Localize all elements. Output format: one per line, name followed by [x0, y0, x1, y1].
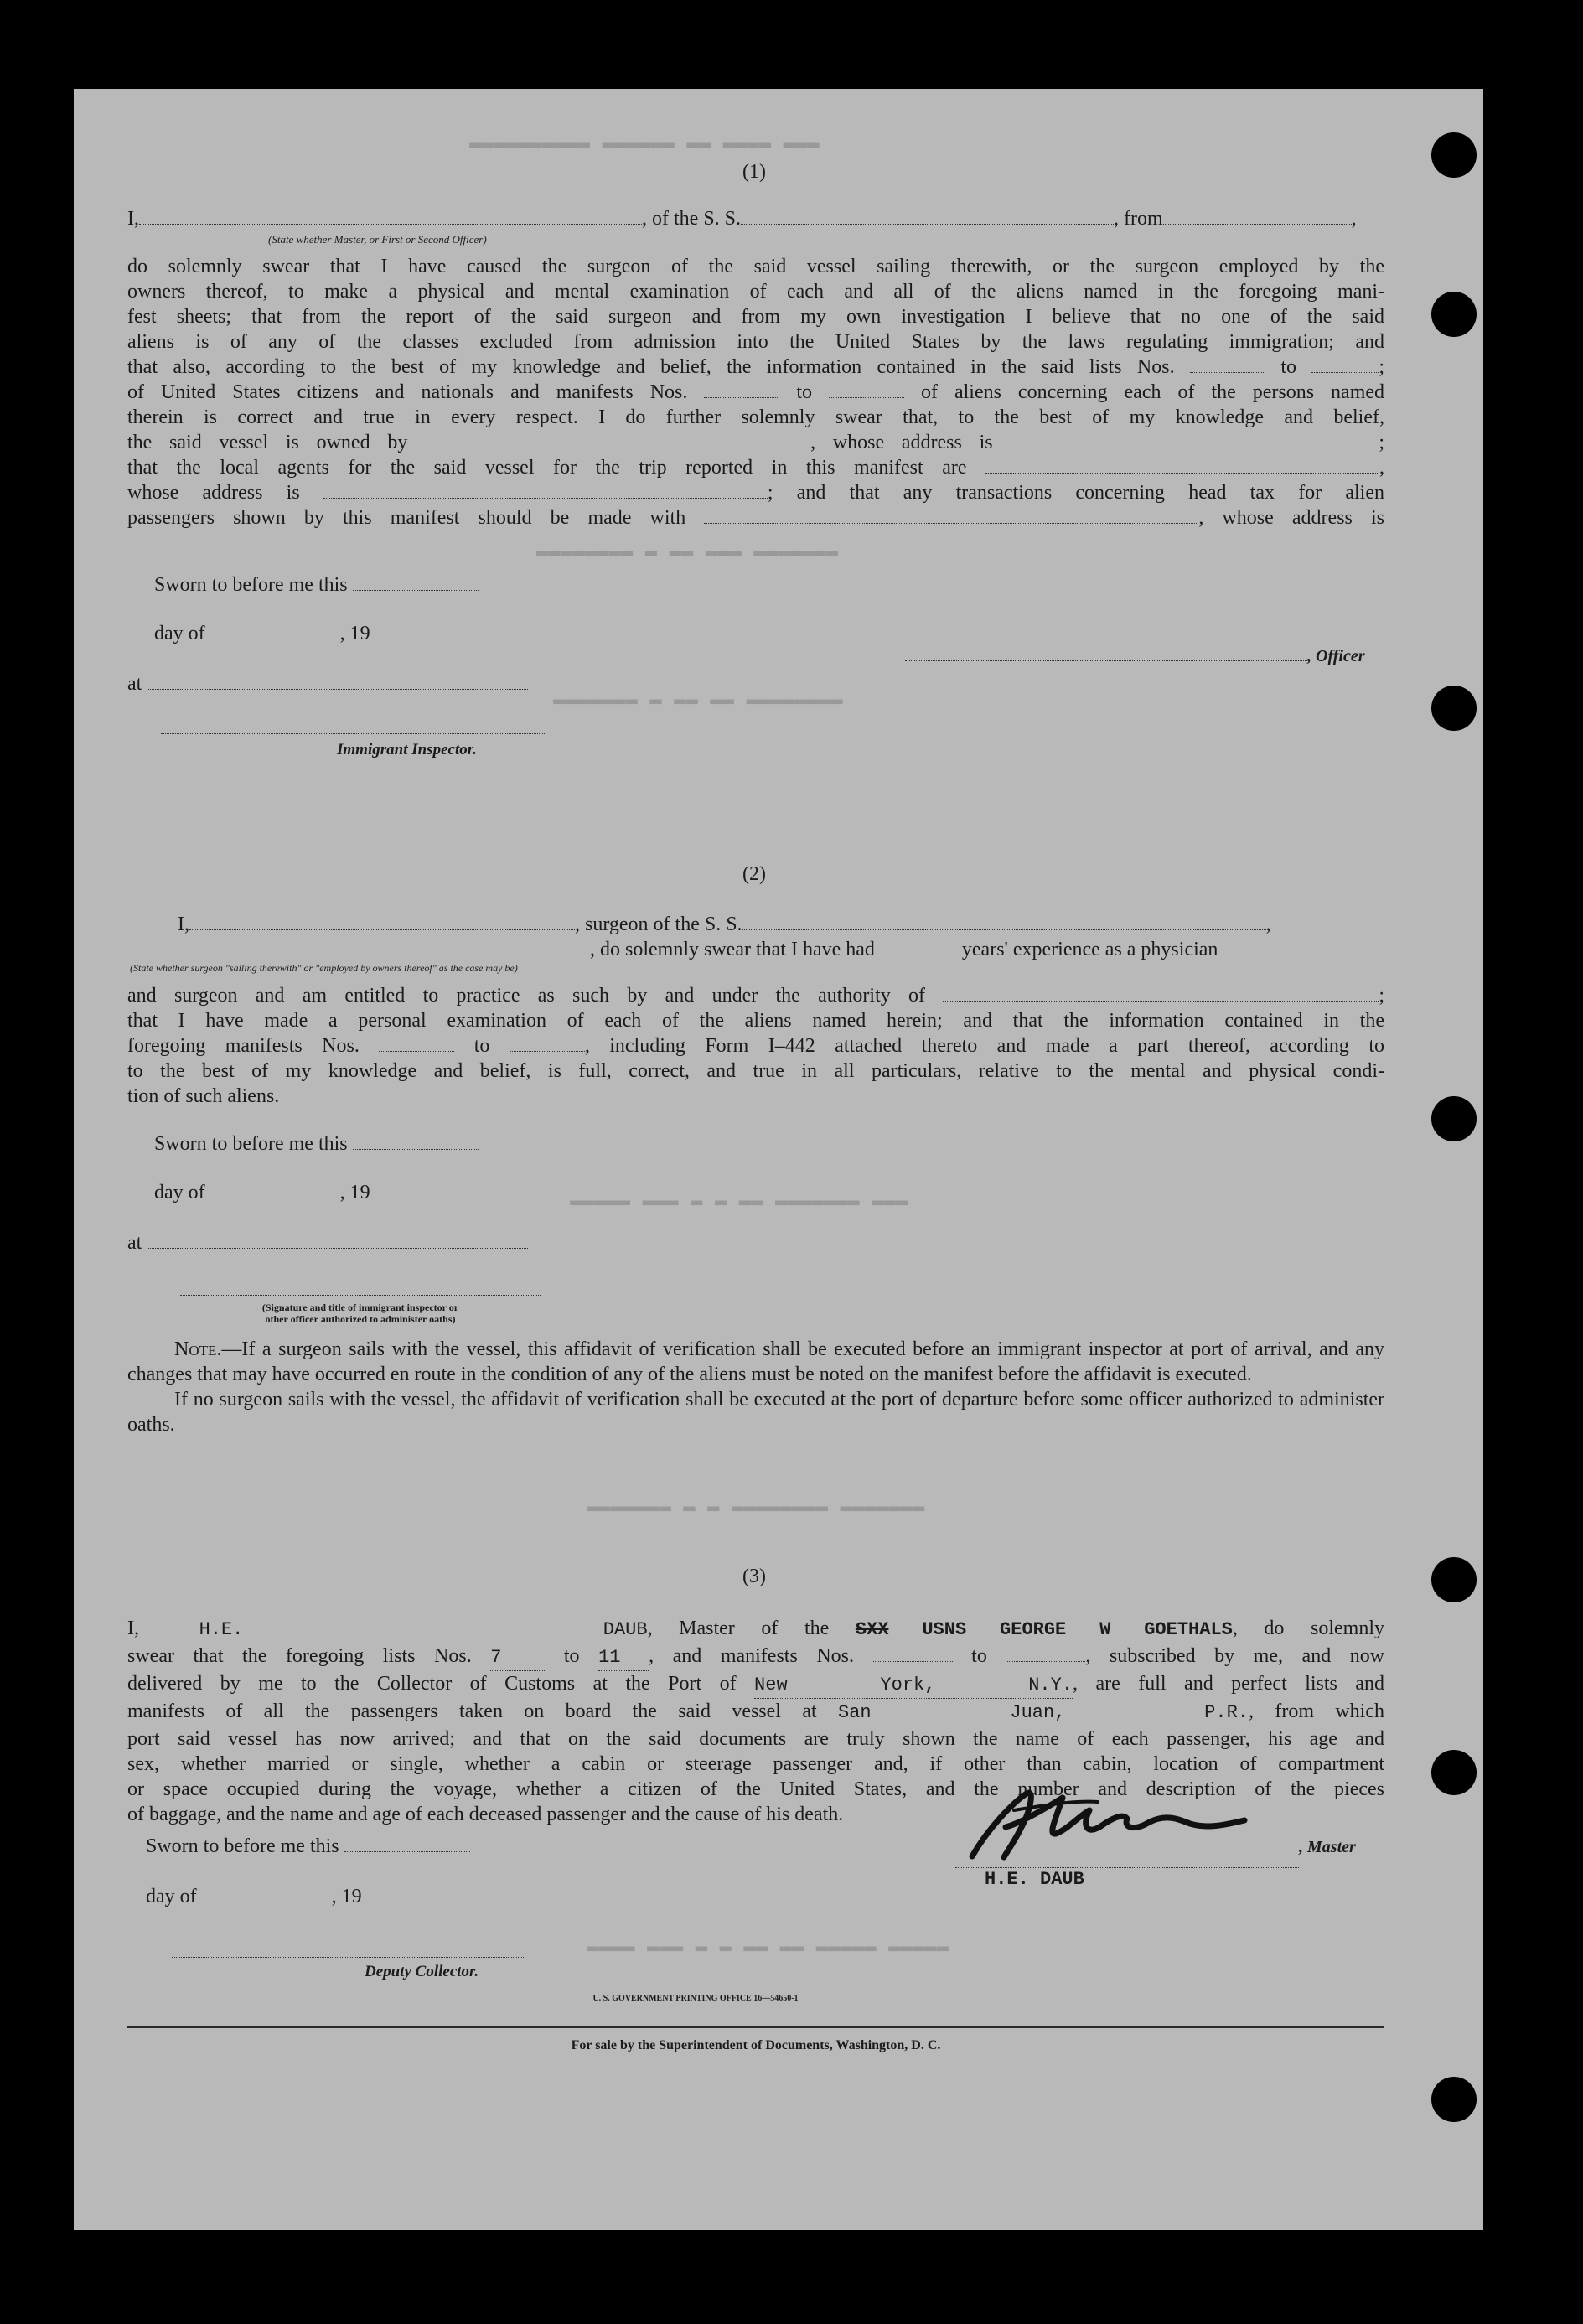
section-1-at: at	[127, 673, 528, 696]
section-1-oath-line: I, , of the S. S. , from ,	[127, 208, 1357, 230]
section-2-signature-line	[180, 1295, 541, 1296]
binder-hole	[1431, 1750, 1477, 1795]
binder-hole	[1431, 292, 1477, 337]
bleed-through-text: ▬▬▬▬▬▬▬ ▬▬▬ ▬▬ ▬ ▬▬▬▬▬▬▬▬	[536, 541, 839, 563]
immigrant-inspector-label: Immigrant Inspector.	[337, 741, 477, 758]
master-typed-name: H.E. DAUB	[985, 1869, 1084, 1890]
bleed-through-text: ▬▬▬ ▬▬▬▬▬▬▬ ▬▬ ▬ ▬ ▬▬▬ ▬▬▬▬▬	[570, 1190, 908, 1213]
master-signature-line	[955, 1867, 1299, 1868]
port-of-arrival-value: New York, N.Y.	[754, 1673, 1073, 1699]
inspector-signature-line	[161, 733, 546, 734]
section-1-day: day of , 19	[154, 623, 412, 645]
for-sale-line: For sale by the Superintendent of Documents, Washington, D. C.	[571, 2038, 941, 2052]
binder-hole	[1431, 1096, 1477, 1141]
vessel-name-value: SXX USNS GEORGE W GOETHALS	[856, 1617, 1233, 1643]
section-3-number: (3)	[742, 1566, 766, 1587]
section-2-sworn: Sworn to before me this	[154, 1133, 479, 1156]
bleed-through-text: ▬▬▬▬▬ ▬▬▬▬▬ ▬▬ ▬▬ ▬ ▬ ▬▬▬ ▬▬▬▬	[587, 1936, 949, 1959]
section-2-oath-line: I, , surgeon of the S. S. ,	[178, 914, 1271, 935]
section-2-note: Note.—If a surgeon sails with the vessel, this affidavit of verification shall be executed before an immigrant inspector at port of arrival, and any changes that may have occurred en route in the condition of any of the aliens must be noted on the manifest before the affidavit is executed. If no surgeon sails with the vessel, the affidavit of verification shall be executed at the port of departure before some officer authorized to administer oaths.	[127, 1338, 1384, 1436]
section-3-sworn: Sworn to before me this	[146, 1835, 470, 1858]
section-2-number: (2)	[742, 863, 766, 885]
section-2-experience-line: , do solemnly swear that I have had years' experience as a physician	[127, 939, 1384, 961]
deputy-signature-line	[172, 1957, 524, 1958]
section-2-day: day of , 19	[154, 1182, 412, 1204]
binder-hole	[1431, 686, 1477, 731]
section-3-day: day of , 19	[146, 1886, 404, 1908]
binder-hole	[1431, 2077, 1477, 2122]
officer-signature-line	[905, 660, 1307, 661]
printing-office-line: U. S. GOVERNMENT PRINTING OFFICE 16—54650-1	[592, 1994, 799, 2003]
section-2-surgeon-caption: (State whether surgeon "sailing therewith" or "employed by owners thereof" as the case may be)	[130, 962, 518, 974]
section-2-signature-caption: (Signature and title of immigrant inspector or other officer authorized to administer oaths)	[261, 1302, 459, 1325]
lists-to-value: 11	[598, 1645, 649, 1671]
master-handwritten-signature	[955, 1777, 1265, 1869]
deputy-collector-label: Deputy Collector.	[365, 1963, 479, 1980]
master-name-value: H.E. DAUB	[166, 1617, 648, 1643]
officer-label: , Officer	[1307, 647, 1365, 665]
binder-hole	[1431, 132, 1477, 178]
footer-rule	[127, 2026, 1384, 2028]
section-1-title-caption: (State whether Master, or First or Second Officer)	[268, 233, 487, 246]
bleed-through-text: ▬▬▬▬▬▬▬▬ ▬▬ ▬▬ ▬ ▬▬▬▬▬▬▬	[553, 689, 843, 712]
lists-from-value: 7	[490, 1645, 545, 1671]
section-2-at: at	[127, 1232, 528, 1255]
port-of-departure-value: San Juan, P.R.	[838, 1700, 1249, 1726]
binder-hole	[1431, 1557, 1477, 1602]
section-1-paragraph: do solemnly swear that I have caused the surgeon of the said vessel sailing therewith, or the surgeon employed by the owners thereof, to make a physical and mental examination of each and all of the aliens named in the foregoing mani- fest sheets; that from the report of the said surgeon and from my own investigation I believe that no one of the said aliens is of any of the classes excluded from admission into the United States by the laws regulating immigration; and that also, according to the best of my knowledge and belief, the information contained in the said lists Nos. to ; of United States citizens and nationals and manifests Nos. to of aliens concerning each of the persons named therein is correct and true in every respect. I do further solemnly swear that, to the best of my knowledge and belief, the said vessel is owned by , whose address is ; that the local agents for the said vessel for the trip reported in this manifest are , whose address is ; and that any transactions concerning head tax for alien passengers shown by this manifest should be made with , whose address is	[127, 256, 1385, 529]
section-3-master-paragraph: I, H.E. DAUB, Master of the SXX USNS GEORGE W GOETHALS, do solemnly swear that the foregoing lists Nos. 7 to 11 , and manifests Nos. to , subscribed by me, and now delivered by me to the Collector of Customs at the Port of New York, N.Y., are full and perfect lists and manifests of all the passengers taken on board the said vessel at San Juan, P.R., from which port said vessel has now arrived; and that on the said documents are truly shown the name of each passenger, his age and sex, whether married or single, whether a cabin or steerage passenger and, if other than cabin, location of compartment or space occupied during the voyage, whether a citizen of the United States, and the number and description of the pieces of baggage, and the name and age of each deceased passenger and the cause of his death.	[127, 1617, 1385, 1825]
bleed-through-text: ▬▬▬ ▬▬▬▬ ▬▬ ▬▬▬▬▬▬ ▬▬▬▬▬▬▬▬▬▬	[469, 132, 820, 155]
master-label: , Master	[1299, 1838, 1356, 1856]
section-2-paragraph: and surgeon and am entitled to practice as such by and under the authority of ; that I have made a personal examination of each of the aliens named herein; and that the information contained in the foregoing manifests Nos. to , including Form I–442 attached thereto and made a part thereof, according to to the best of my knowledge and belief, is full, correct, and true in all particulars, relative to the mental and physical condi- tion of such aliens.	[127, 985, 1385, 1107]
bleed-through-text: ▬▬▬▬▬▬▬ ▬▬▬▬▬▬▬▬ ▬ ▬ ▬▬▬▬▬▬▬	[587, 1496, 925, 1519]
section-1-number: (1)	[742, 161, 766, 183]
section-1-sworn: Sworn to before me this	[154, 574, 479, 597]
